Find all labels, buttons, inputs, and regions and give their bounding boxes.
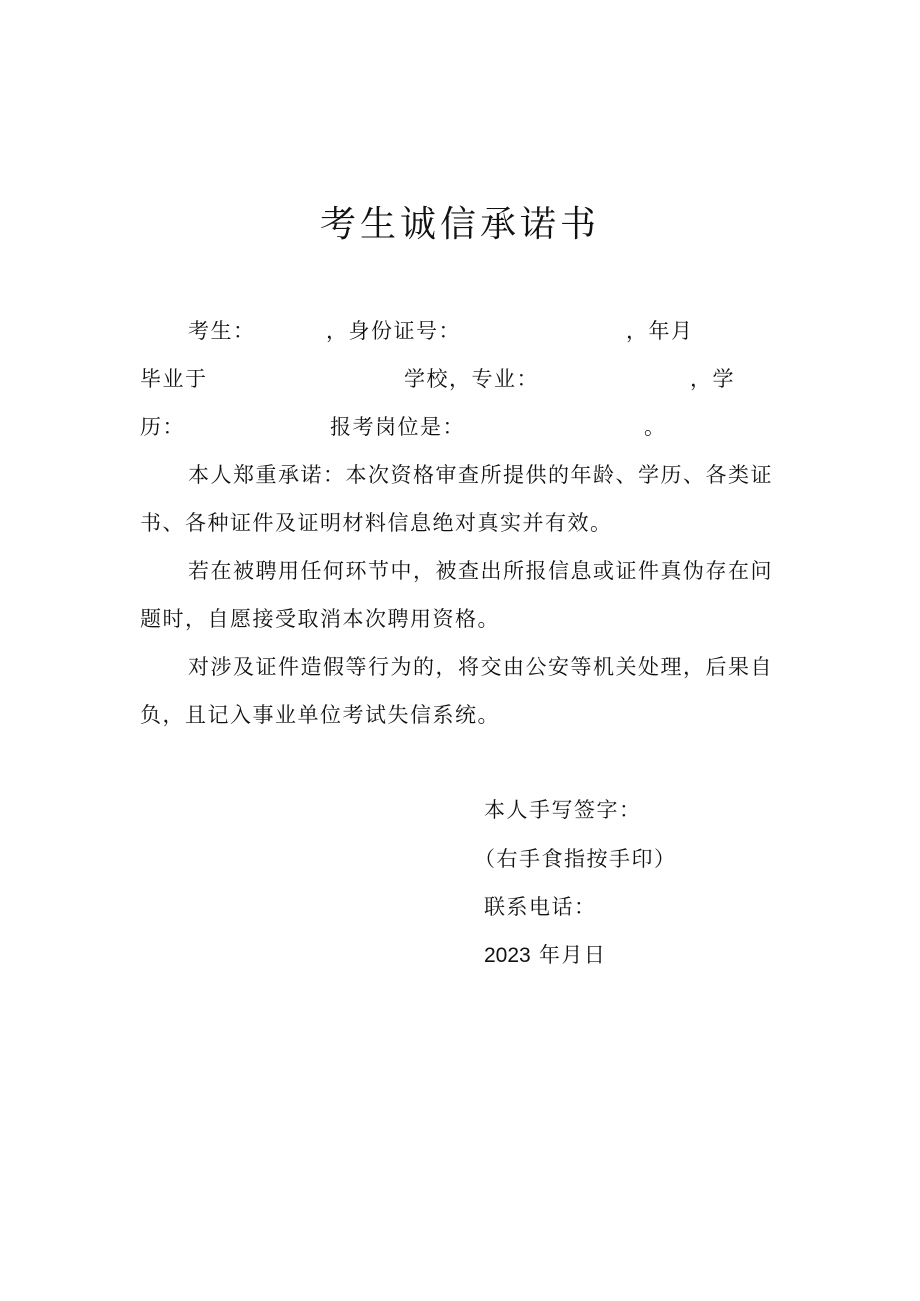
phone-label: 联系电话： — [484, 895, 597, 919]
info-period: 。 — [644, 415, 667, 439]
degree-label-suffix: 历： — [140, 415, 185, 439]
paragraph-1-line-2: 书、各种证件及证明材料信息绝对真实并有效。 — [140, 511, 613, 535]
date-line — [484, 941, 606, 970]
paragraph-2-line-2: 题时，自愿接受取消本次聘用资格。 — [140, 607, 500, 631]
date-suffix: 年月日 — [538, 943, 607, 967]
paragraph-3-line-1: 对涉及证件造假等行为的，将交由公安等机关处理，后果自 — [188, 655, 773, 679]
examinee-label: 考生： — [188, 319, 256, 343]
fingerprint-note: （右手食指按手印） — [474, 847, 677, 871]
paragraph-2-line-1: 若在被聘用任何环节中，被查出所报信息或证件真伪存在问 — [188, 559, 773, 583]
paragraph-3-line-2: 负，且记入事业单位考试失信系统。 — [140, 703, 500, 727]
graduated-from-label: 毕业于 — [140, 367, 208, 391]
document-title: 考生诚信承诺书 — [319, 204, 600, 245]
signature-label: 本人手写签字： — [484, 798, 642, 822]
degree-label-prefix: ，学 — [690, 367, 735, 391]
id-number-label: ，身份证号： — [326, 319, 461, 343]
paragraph-1-line-1: 本人郑重承诺：本次资格审查所提供的年龄、学历、各类证 — [188, 463, 773, 487]
position-label: 报考岗位是： — [330, 415, 465, 439]
date-year: 2023 — [484, 944, 531, 967]
school-major-label: 学校，专业： — [404, 367, 539, 391]
year-month-label: ，年月 — [626, 319, 694, 343]
